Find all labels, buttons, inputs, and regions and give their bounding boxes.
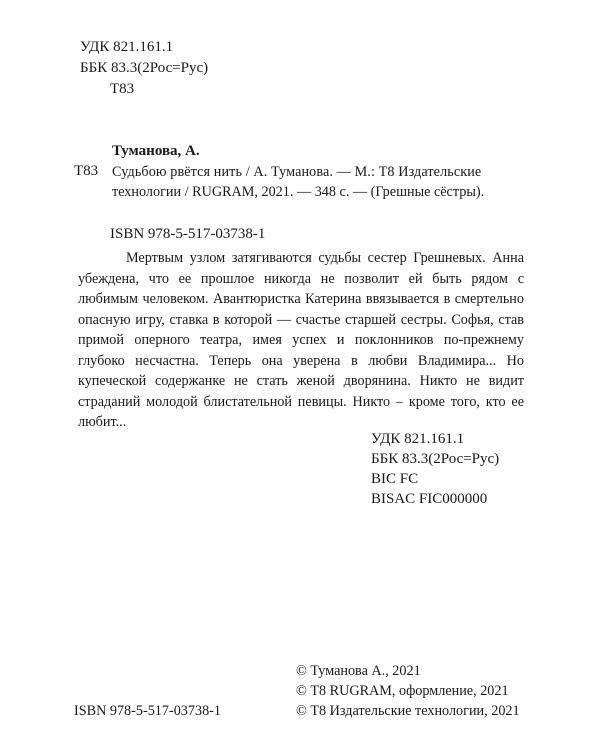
bisac-code: BISAC FIC000000: [371, 491, 488, 507]
classification-block: [371, 429, 571, 519]
isbn-record: ISBN 978-5-517-03738-1: [110, 226, 266, 242]
udk-right: УДК 821.161.1: [371, 431, 465, 447]
annotation-paragraph: Мертвым узлом затягиваются судьбы сестер Грешневых. Анна убеждена, что ее прошлое никогда не позволит ей быть рядом с любимым человеком. Авантюристка Катерина ввязывается в смертельно опасную игру, ставка в которой — счастье старшей сестры. Софья, став примой оперного театра, имея успех и поклонников по-прежнему глубоко несчастна. Теперь она уверена в любви Владимира... Но купеческой содержанке не стать женой дворянина. Никто не видит страданий молодой блистательной певицы. Никто – кроме того, кто ее любит...: [78, 250, 524, 430]
copyright-design: © Т8 RUGRAM, оформление, 2021: [296, 683, 509, 699]
bbk-right: ББК 83.3(2Рос=Рус): [371, 451, 500, 467]
bic-code: BIC FC: [371, 471, 419, 487]
bib-line-2: технологии / RUGRAM, 2021. — 348 с. — (Грешные сёстры).: [112, 184, 485, 200]
bbk-top: ББК 83.3(2Рос=Рус): [80, 60, 209, 76]
copyright-publisher: © Т8 Издательские технологии, 2021: [296, 703, 520, 719]
author-code: Т83: [74, 163, 99, 179]
bib-line-1: Судьбою рвётся нить / А. Туманова. — М.: Т8 Издательские: [112, 164, 482, 180]
isbn-footer: ISBN 978-5-517-03738-1: [74, 703, 221, 719]
author-code-top: Т83: [110, 81, 135, 97]
copyright-author: © Туманова А., 2021: [296, 663, 421, 679]
udk-top: УДК 821.161.1: [80, 39, 174, 55]
author-name: Туманова, А.: [112, 143, 200, 159]
